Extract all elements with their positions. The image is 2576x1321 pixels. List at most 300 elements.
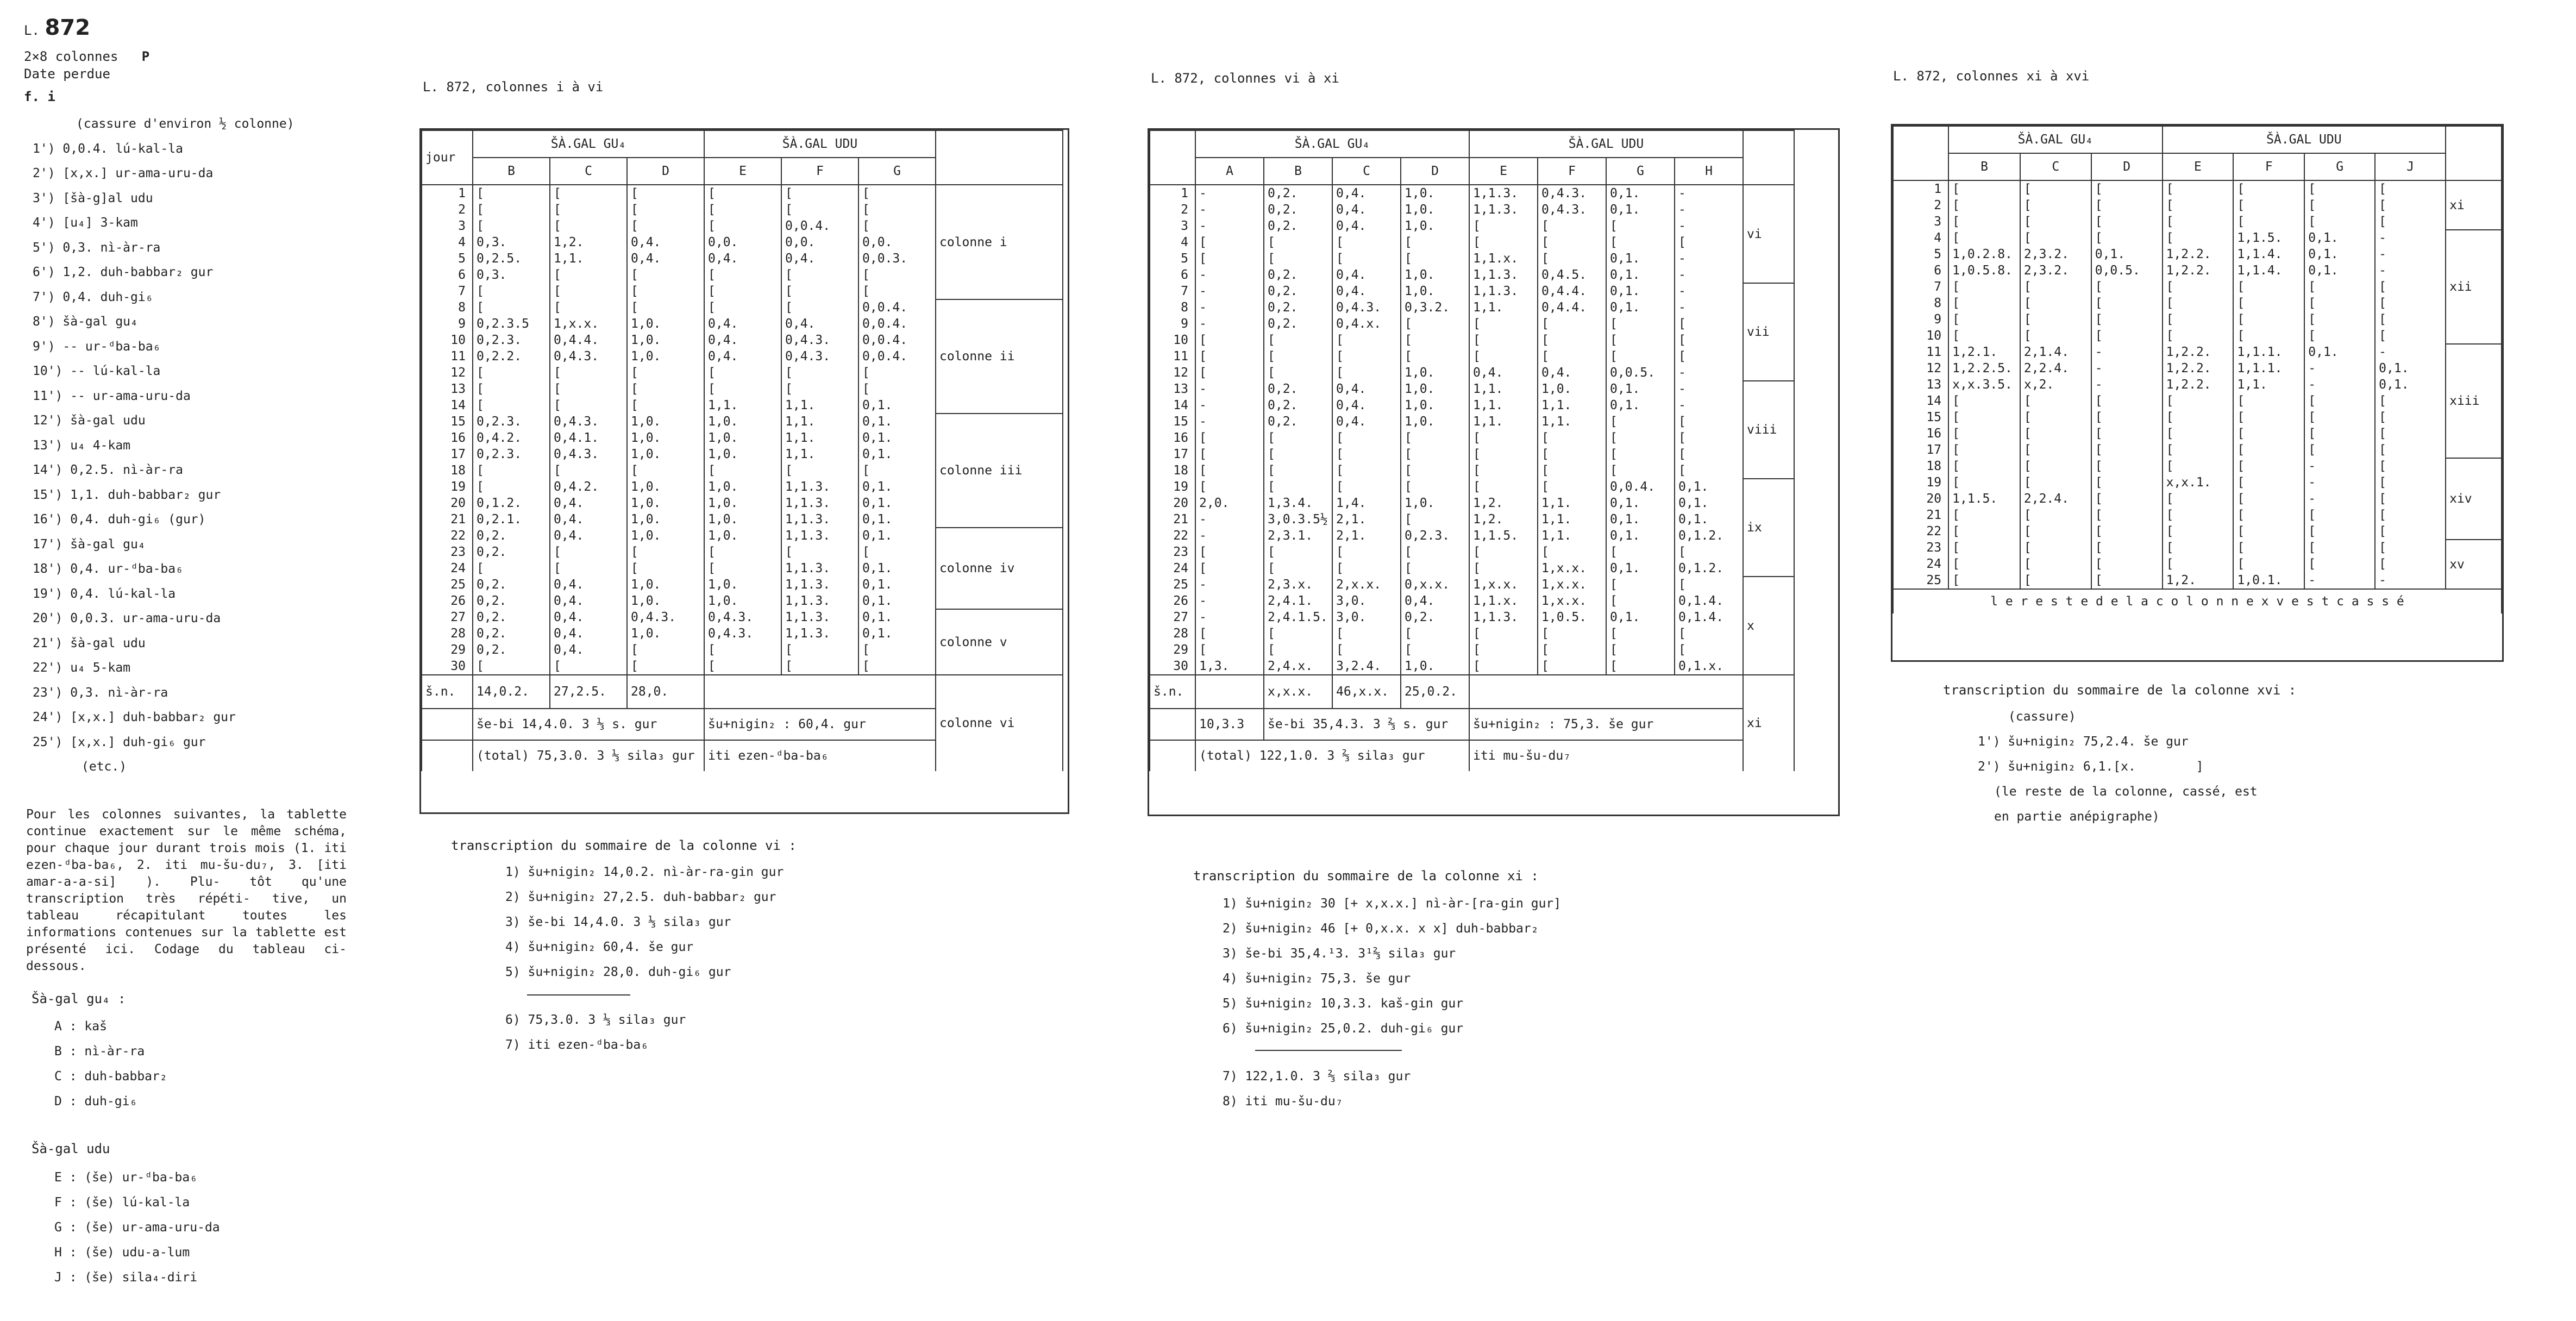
table-row <box>1150 544 1794 560</box>
cell: 1,1.5. <box>1469 528 1538 544</box>
cell: [ <box>2163 425 2234 442</box>
side-header <box>1743 130 1794 185</box>
cell: [ <box>2020 230 2091 246</box>
cell: [ <box>1469 446 1538 462</box>
broken-row <box>1893 589 2502 613</box>
text-line: 7) 122,1.0. 3 ⅔ sila₃ gur <box>1223 1069 1411 1084</box>
sn-empty <box>1469 675 1743 709</box>
text-line: (etc.) <box>82 760 127 774</box>
cell: [ <box>2020 197 2091 214</box>
sebi-blank <box>422 709 473 740</box>
cell: 12 <box>1150 365 1195 381</box>
text-line: 4') [u₄] 3-kam <box>33 216 138 230</box>
text-line: C : duh-babbar₂ <box>54 1069 167 1084</box>
cell: [ <box>1948 328 2020 344</box>
cell: [ <box>2375 295 2446 311</box>
cell: 21 <box>1893 507 1948 523</box>
cell: [ <box>2163 409 2234 425</box>
cell: [ <box>2091 523 2163 540</box>
cell: [ <box>1675 348 1743 365</box>
cell: [ <box>781 642 858 658</box>
cell: [ <box>550 397 627 414</box>
cell: 0,1. <box>858 593 936 609</box>
cell: [ <box>2163 556 2234 572</box>
table-row <box>1150 365 1794 381</box>
cell: 12 <box>422 365 473 381</box>
cell: [ <box>2304 507 2375 523</box>
cell: 1,1. <box>1469 414 1538 430</box>
cell: 1,0. <box>627 528 704 544</box>
cell: 1,0.1. <box>2233 572 2304 589</box>
cell: 3 <box>1893 214 1948 230</box>
table-row <box>1150 267 1794 283</box>
cell: 2,4.x. <box>1264 658 1332 675</box>
col-header-b: B <box>1264 158 1332 185</box>
cell: 0,3. <box>473 234 550 251</box>
cell: 1,2.2. <box>2163 360 2234 377</box>
text-line: F : (še) lú-kal-la <box>54 1195 190 1210</box>
cell: [ <box>858 185 936 202</box>
table-row <box>1893 425 2502 442</box>
cell: 1,0.5.8. <box>1948 262 2020 279</box>
text-line: en partie anépigraphe) <box>1994 810 2160 824</box>
table-row <box>1893 458 2502 474</box>
cell: 0,4. <box>1469 365 1538 381</box>
cell: 10 <box>1893 328 1948 344</box>
cell: 0,1. <box>1606 381 1675 397</box>
table2-title: L. 872, colonnes vi à xi <box>1151 71 1339 86</box>
cell: [ <box>1469 430 1538 446</box>
cell: [ <box>2233 540 2304 556</box>
cell: 15 <box>422 414 473 430</box>
cell: 0,1. <box>858 577 936 593</box>
cell: 14 <box>422 397 473 414</box>
side-header <box>936 130 1063 185</box>
cell: 0,4.3. <box>781 332 858 348</box>
cell: 2,1.4. <box>2020 344 2091 360</box>
cell: 0,2. <box>1264 202 1332 218</box>
cell: [ <box>2304 425 2375 442</box>
cell: 0,4.2. <box>473 430 550 446</box>
cell: 24 <box>422 560 473 577</box>
cell: [ <box>2091 540 2163 556</box>
cell: [ <box>1264 348 1332 365</box>
cell: 0,1. <box>858 495 936 511</box>
tablet-header <box>24 15 90 41</box>
cell: [ <box>473 283 550 299</box>
cell: [ <box>781 185 858 202</box>
cell: - <box>2304 491 2375 507</box>
table-row <box>1893 474 2502 491</box>
cell: - <box>2304 474 2375 491</box>
cell: 9 <box>1150 316 1195 332</box>
cell: [ <box>1948 295 2020 311</box>
cell: [ <box>2304 197 2375 214</box>
cell: [ <box>2375 214 2446 230</box>
cell: 23 <box>422 544 473 560</box>
cell: 1,0. <box>1401 381 1469 397</box>
cell: 0,2. <box>1264 316 1332 332</box>
cell: 0,0.5. <box>2091 262 2163 279</box>
col-header-c: C <box>1332 158 1401 185</box>
side-label: colonne v <box>936 609 1063 675</box>
table-row <box>1150 348 1794 365</box>
cell: 2,2.4. <box>2020 360 2091 377</box>
sn-value: 14,0.2. <box>473 675 550 709</box>
cell: [ <box>2163 393 2234 409</box>
summary1-title: transcription du sommaire de la colonne vi : <box>451 838 797 853</box>
cell: 0,2. <box>473 625 550 642</box>
group-header-row <box>1893 126 2502 153</box>
cell: 1,x.x. <box>1538 560 1606 577</box>
cell: 7 <box>422 283 473 299</box>
cell: [ <box>1264 479 1332 495</box>
cell: [ <box>2091 507 2163 523</box>
cell: 30 <box>422 658 473 675</box>
cell: [ <box>550 658 627 675</box>
cell: - <box>1195 593 1264 609</box>
cell: 1,0. <box>704 528 781 544</box>
cell: [ <box>550 202 627 218</box>
cell: [ <box>2163 507 2234 523</box>
cell: 11 <box>422 348 473 365</box>
cell: 25 <box>422 577 473 593</box>
text-line: A : kaš <box>54 1019 107 1034</box>
cell: 3 <box>1150 218 1195 234</box>
cell: [ <box>1195 560 1264 577</box>
cell: 1,0. <box>704 593 781 609</box>
cell: 7 <box>1150 283 1195 299</box>
cell: - <box>2375 230 2446 246</box>
cell: 1,0.5. <box>1538 609 1606 625</box>
table-row <box>1150 495 1794 511</box>
cell: 0,4.3. <box>550 348 627 365</box>
cell: 0,2. <box>1264 218 1332 234</box>
col-header-f: F <box>781 158 858 185</box>
cell: [ <box>704 462 781 479</box>
table-row <box>1893 246 2502 262</box>
cell: [ <box>781 462 858 479</box>
cell: [ <box>704 544 781 560</box>
cell: 1,1. <box>2233 377 2304 393</box>
table-row <box>1893 540 2502 556</box>
jour-header <box>1893 126 1948 180</box>
text-line: 16') 0,4. duh-gi₆ (gur) <box>33 512 206 527</box>
table-row <box>1150 446 1794 462</box>
cell: [ <box>1606 446 1675 462</box>
text-line: 6') 1,2. duh-babbar₂ gur <box>33 265 214 279</box>
cell: 23 <box>1893 540 1948 556</box>
cell: 1,1.3. <box>781 528 858 544</box>
table-row <box>1893 262 2502 279</box>
cell: [ <box>2233 458 2304 474</box>
cell: 1,2.2. <box>2163 246 2234 262</box>
cell: [ <box>781 202 858 218</box>
cell: 1,1.5. <box>2233 230 2304 246</box>
cell: [ <box>1948 197 2020 214</box>
cell: x,x.3.5. <box>1948 377 2020 393</box>
cell: 0,1. <box>1606 283 1675 299</box>
cell: [ <box>704 218 781 234</box>
sn-value: 28,0. <box>627 675 704 709</box>
cell: 17 <box>422 446 473 462</box>
cell: [ <box>704 381 781 397</box>
cell: [ <box>1538 658 1606 675</box>
table-row <box>1150 479 1794 495</box>
cell: [ <box>1675 446 1743 462</box>
summary2-lines2 <box>1223 1064 1411 1114</box>
text-line: D : duh-gi₆ <box>54 1094 137 1109</box>
cell: [ <box>1606 430 1675 446</box>
cell: - <box>1195 414 1264 430</box>
cell: [ <box>1606 234 1675 251</box>
cell: [ <box>858 658 936 675</box>
cell: [ <box>2020 458 2091 474</box>
cell: [ <box>704 202 781 218</box>
cell: - <box>1195 267 1264 283</box>
cell: [ <box>1332 462 1401 479</box>
cell: [ <box>2020 523 2091 540</box>
sebi-text: še-bi 14,4.0. 3 ⅓ s. gur <box>473 709 704 740</box>
cell: [ <box>2233 474 2304 491</box>
text-line: 6) 75,3.0. 3 ⅓ sila₃ gur <box>505 1013 686 1027</box>
cell: 1,1.3. <box>1469 202 1538 218</box>
table-row <box>422 414 1063 430</box>
side-label: xv <box>2446 540 2502 589</box>
cell: [ <box>2233 425 2304 442</box>
cell: 0,4.3. <box>704 609 781 625</box>
cell: 2,3.2. <box>2020 262 2091 279</box>
cell: 1,x.x. <box>1538 577 1606 593</box>
cell: - <box>1675 381 1743 397</box>
cell: 2,2.4. <box>2020 491 2091 507</box>
cell: 16 <box>1893 425 1948 442</box>
cell: [ <box>550 283 627 299</box>
cell: [ <box>704 283 781 299</box>
table-row <box>1893 491 2502 507</box>
table-row <box>1150 462 1794 479</box>
cell: [ <box>2020 556 2091 572</box>
text-line: 10') -- lú-kal-la <box>33 364 161 378</box>
cell: 14 <box>1150 397 1195 414</box>
cell: [ <box>1401 348 1469 365</box>
cell: 3,2.4. <box>1332 658 1401 675</box>
cell: - <box>2375 262 2446 279</box>
text-line: 9') -- ur-ᵈba-ba₆ <box>33 339 161 354</box>
col-header-j: J <box>2375 153 2446 180</box>
cell: 1,3. <box>1195 658 1264 675</box>
cell: 19 <box>1150 479 1195 495</box>
cell: [ <box>1948 409 2020 425</box>
cell: [ <box>1332 430 1401 446</box>
cell: 0,4. <box>550 642 627 658</box>
cell: [ <box>1538 218 1606 234</box>
cell: 3 <box>422 218 473 234</box>
text-line: 15') 1,1. duh-babbar₂ gur <box>33 487 221 502</box>
table-row <box>1893 377 2502 393</box>
cell: [ <box>1264 446 1332 462</box>
cell: [ <box>2375 442 2446 458</box>
cell: [ <box>627 365 704 381</box>
cell: [ <box>550 544 627 560</box>
cell: 1,x.x. <box>1469 577 1538 593</box>
cell: [ <box>2091 328 2163 344</box>
cell: 0,4.3. <box>1538 185 1606 202</box>
cell: 1,2. <box>2163 572 2234 589</box>
cell: 1,2.2. <box>2163 344 2234 360</box>
cell: 13 <box>1893 377 1948 393</box>
cell: [ <box>2163 491 2234 507</box>
cell: 0,2.3.5 <box>473 316 550 332</box>
cell: 1,1. <box>781 446 858 462</box>
cell: 1,3.4. <box>1264 495 1332 511</box>
cell: 0,1. <box>1606 495 1675 511</box>
cell: 0,2.1. <box>473 511 550 528</box>
cell: 0,4. <box>704 348 781 365</box>
sebi-text: še-bi 35,4.3. 3 ⅔ s. gur <box>1264 709 1469 740</box>
cell: 12 <box>1893 360 1948 377</box>
cell: [ <box>2091 425 2163 442</box>
cell: [ <box>1606 414 1675 430</box>
cell: [ <box>1195 625 1264 642</box>
cell: [ <box>473 397 550 414</box>
cell: - <box>2304 458 2375 474</box>
format-mark: P <box>141 49 150 64</box>
cell: [ <box>1264 332 1332 348</box>
cell: [ <box>704 642 781 658</box>
cell: 11 <box>1893 344 1948 360</box>
sn-value: 46,x.x. <box>1332 675 1401 709</box>
cell: [ <box>2304 409 2375 425</box>
cell: - <box>1675 202 1743 218</box>
text-line: 1) šu+nigin₂ 14,0.2. nì-àr-ra-gin gur <box>505 865 784 879</box>
cell: 1,0. <box>704 511 781 528</box>
cell: 0,0. <box>781 234 858 251</box>
table-row <box>1893 556 2502 572</box>
cell: 0,4. <box>550 528 627 544</box>
side-header <box>2446 126 2502 180</box>
cell: 1,0. <box>627 316 704 332</box>
cell: 0,2. <box>473 577 550 593</box>
legend-udu-list <box>54 1165 220 1290</box>
cell: 0,2. <box>473 528 550 544</box>
cell: [ <box>1469 332 1538 348</box>
cell: 1,0. <box>1401 365 1469 381</box>
cell: [ <box>2020 214 2091 230</box>
cell: 3,0.3.5½ <box>1264 511 1332 528</box>
cell: [ <box>1948 556 2020 572</box>
cell: [ <box>1401 511 1469 528</box>
cell: - <box>2091 344 2163 360</box>
cell: [ <box>2091 556 2163 572</box>
cell: 1,0. <box>627 348 704 365</box>
cell: 1,0. <box>1401 218 1469 234</box>
cell: 0,2. <box>1401 609 1469 625</box>
table-row <box>1893 393 2502 409</box>
table-row <box>1150 234 1794 251</box>
table-row <box>1893 572 2502 589</box>
intro-paragraph: Pour les colonnes suivantes, la tablette continue exactement sur le même schéma, pour chaque jour durant trois mois (1. iti ezen-ᵈba-ba₆, 2. iti mu-šu-du₇, 3. [iti amar-a-a-si] ). Plu- tôt qu'une transcription très répéti- tive, un tableau récapitulant toutes les informations contenues sur la tablette est présenté ici. Codage du tableau ci-dessous. <box>26 807 347 973</box>
cell: - <box>2091 377 2163 393</box>
cell: [ <box>2020 507 2091 523</box>
sebi-blank <box>1150 709 1195 740</box>
table-row <box>1150 430 1794 446</box>
cell: [ <box>473 365 550 381</box>
cell: [ <box>2233 523 2304 540</box>
text-line: 18') 0,4. ur-ᵈba-ba₆ <box>33 562 183 576</box>
cell: - <box>1195 202 1264 218</box>
cell: 0,4. <box>550 593 627 609</box>
table-row <box>1150 414 1794 430</box>
cell: 1,1.3. <box>781 479 858 495</box>
cell: [ <box>2375 507 2446 523</box>
cell: 2,4.1.5. <box>1264 609 1332 625</box>
cell: [ <box>1401 234 1469 251</box>
cell: 0,1. <box>1606 185 1675 202</box>
cell: [ <box>550 560 627 577</box>
table3-title: L. 872, colonnes xi à xvi <box>1893 68 2090 84</box>
cell: 1,1. <box>781 397 858 414</box>
cell: - <box>2304 377 2375 393</box>
table-row <box>422 299 1063 316</box>
summary1-lines <box>505 860 784 985</box>
cell: 1,1. <box>1538 397 1606 414</box>
table-row <box>1150 218 1794 234</box>
cell: 0,4.3. <box>704 625 781 642</box>
cell: 29 <box>1150 642 1195 658</box>
cell: [ <box>2020 442 2091 458</box>
group-gu-header: ŠÀ.GAL GU₄ <box>1195 130 1469 158</box>
cell: [ <box>2375 328 2446 344</box>
cell: 0,4. <box>1332 267 1401 283</box>
cell: [ <box>1606 332 1675 348</box>
cell: [ <box>1195 332 1264 348</box>
table3-frame <box>1891 124 2504 662</box>
tablet-prefix: L. <box>24 23 40 38</box>
cell: [ <box>1675 430 1743 446</box>
cell: [ <box>1332 332 1401 348</box>
cell: 19 <box>422 479 473 495</box>
col-header-e: E <box>704 158 781 185</box>
cell: 2 <box>422 202 473 218</box>
cell: [ <box>1538 446 1606 462</box>
cell: 1,1.3. <box>781 511 858 528</box>
table-row <box>1893 230 2502 246</box>
cell: 0,4.1. <box>550 430 627 446</box>
side-label: vi <box>1743 185 1794 283</box>
cell: 0,4.5. <box>1538 267 1606 283</box>
cell: [ <box>1948 180 2020 197</box>
cell: 0,1. <box>1606 528 1675 544</box>
cell: [ <box>2233 442 2304 458</box>
table-row <box>1893 442 2502 458</box>
col-header-e: E <box>2163 153 2234 180</box>
table-row <box>1893 180 2502 197</box>
cell: 1 <box>1150 185 1195 202</box>
cell: - <box>1195 218 1264 234</box>
cell: [ <box>1469 234 1538 251</box>
cell: 24 <box>1150 560 1195 577</box>
cell: 1,0. <box>627 495 704 511</box>
text-line: 1') 0,0.4. lú-kal-la <box>33 141 183 156</box>
cell: [ <box>1948 279 2020 295</box>
cell: [ <box>2163 311 2234 328</box>
cell: [ <box>1469 560 1538 577</box>
cell: [ <box>2304 393 2375 409</box>
cell: 1,2. <box>1469 511 1538 528</box>
cell: [ <box>1264 430 1332 446</box>
col-header-c: C <box>550 158 627 185</box>
